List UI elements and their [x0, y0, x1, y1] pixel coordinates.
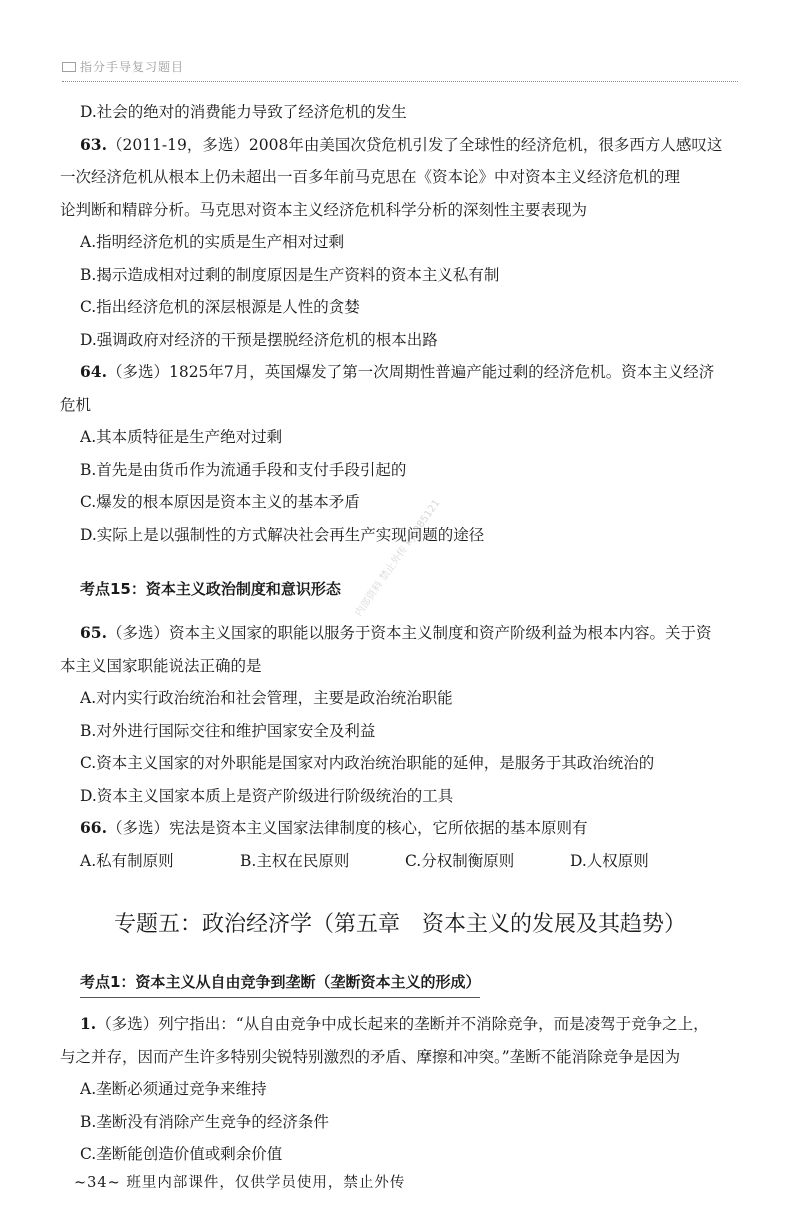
- q66-number: 66.: [80, 818, 107, 837]
- question-65: [60, 617, 740, 812]
- q1-option-a: A.垄断必须通过竞争来维持: [80, 1080, 267, 1098]
- q1-option-b: B.垄断没有消除产生竞争的经济条件: [80, 1112, 329, 1131]
- q66-option-b: B.主权在民原则: [240, 851, 350, 870]
- q1-stem-line: 与之并存，因而产生许多特别尖锐特别激烈的矛盾、摩擦和冲突。”垄断不能消除竞争是因为: [60, 1047, 681, 1066]
- q64-number: 64.: [80, 362, 107, 381]
- q66-option-c: C.分权制衡原则: [405, 851, 515, 870]
- q64-option-b: B.首先是由货币作为流通手段和支付手段引起的: [80, 460, 407, 479]
- page-footer: ~34~ 班里内部课件，仅供学员使用，禁止外传: [74, 1175, 406, 1191]
- prev-option-d: D.社会的绝对的消费能力导致了经济危机的发生: [80, 103, 407, 121]
- q63-stem-line: 论判断和精辟分析。马克思对资本主义经济危机科学分析的深刻性主要表现为: [60, 200, 588, 219]
- question-64: [60, 356, 740, 551]
- q66-stem-line: 66.（多选）宪法是资本主义国家法律制度的核心，它所依据的基本原则有: [80, 818, 588, 837]
- q64-option-c: C.爆发的根本原因是资本主义的基本矛盾: [80, 493, 360, 511]
- q63-option-c: C.指出经济危机的深层根源是人性的贪婪: [80, 298, 360, 316]
- q63-stem-line: 一次经济危机从根本上仍未超出一百多年前马克思在《资本论》中对资本主义经济危机的理: [60, 168, 681, 186]
- q65-option-b: B.对外进行国际交往和维护国家安全及利益: [80, 721, 376, 740]
- q63-number: 63.: [80, 134, 107, 154]
- q64-stem-line: 危机: [60, 395, 92, 414]
- header-divider: [62, 81, 738, 82]
- q66-options: [80, 845, 740, 878]
- q63-stem-line: 63.（2011-19，多选）2008年由美国次贷危机引发了全球性的经济危机，很多西方人感叹这: [80, 134, 723, 154]
- q65-stem-line: 65.（多选）资本主义国家的职能以服务于资本主义制度和资产阶级利益为根本内容。关于资: [80, 623, 712, 642]
- q65-option-c: C.资本主义国家的对外职能是国家对内政治统治职能的延伸，是服务于其政治统治的: [80, 754, 655, 772]
- spacer: [80, 605, 740, 617]
- q1-option-c: C.垄断能创造价值或剩余价值: [80, 1145, 283, 1163]
- running-head-text: 指分手导复习题目: [80, 60, 185, 74]
- spacer: [80, 947, 740, 969]
- q66-option-d: D.人权原则: [570, 851, 649, 870]
- q64-option-d: D.实际上是以强制性的方式解决社会再生产实现问题的途径: [80, 525, 485, 544]
- q63-option-d: D.强调政府对经济的干预是摆脱经济危机的根本出路: [80, 330, 438, 349]
- book-icon: [62, 62, 76, 72]
- running-head: [62, 58, 184, 75]
- q66-option-a: A.私有制原则: [80, 851, 174, 870]
- spacer: [80, 998, 740, 1008]
- q63-option-b: B.揭示造成相对过剩的制度原因是生产资料的资本主义私有制: [80, 265, 500, 284]
- q65-option-a: A.对内实行政治统治和社会管理，主要是政治统治职能: [80, 689, 453, 707]
- watermark: 内部资料 禁止外传 kyt985121: [353, 497, 443, 619]
- chapter-title: 专题五：政治经济学（第五章 资本主义的发展及其趋势）: [113, 912, 686, 937]
- q65-number: 65.: [80, 623, 107, 642]
- q1-stem-line: 1.（多选）列宁指出：“从自由竞争中成长起来的垄断并不消除竞争，而是凌驾于竞争之上，: [80, 1014, 709, 1033]
- q65-option-d: D.资本主义国家本质上是资产阶级进行阶级统治的工具: [80, 786, 454, 805]
- question-1: [60, 1008, 740, 1171]
- q63-option-a: A.指明经济危机的实质是生产相对过剩: [80, 233, 345, 251]
- q64-stem-line: 64.（多选）1825年7月，英国爆发了第一次周期性普遍产能过剩的经济危机。资本主义经济: [80, 362, 715, 381]
- spacer: [80, 551, 740, 573]
- question-63: [60, 129, 740, 357]
- content: [60, 96, 740, 1171]
- section-heading-kaodian-1: 考点1：资本主义从自由竞争到垄断（垄断资本主义的形成）: [80, 969, 480, 998]
- q65-stem-line: 本主义国家职能说法正确的是: [60, 656, 262, 675]
- q64-option-a: A.其本质特征是生产绝对过剩: [80, 428, 283, 446]
- spacer: [80, 877, 740, 903]
- q1-number: 1.: [80, 1014, 97, 1033]
- question-66: [80, 812, 740, 877]
- section-heading-kaodian-15: 考点15：资本主义政治制度和意识形态: [80, 580, 341, 598]
